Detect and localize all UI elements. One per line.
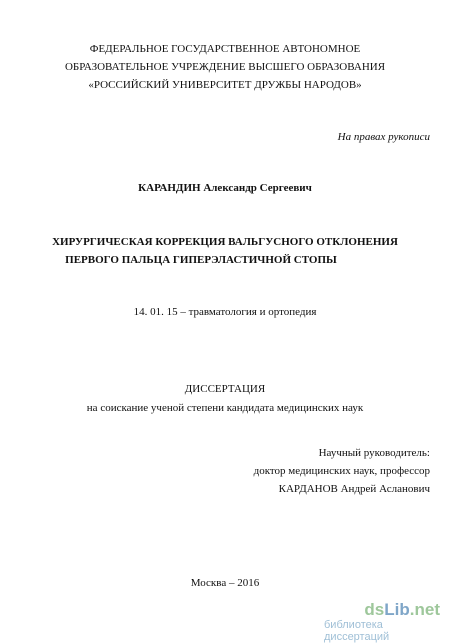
supervisor-title: доктор медицинских наук, профессор — [253, 465, 430, 477]
supervisor-name: КАРДАНОВ Андрей Асланович — [278, 483, 430, 495]
title-line-1: ХИРУРГИЧЕСКАЯ КОРРЕКЦИЯ ВАЛЬГУСНОГО ОТКЛОНЕНИЯ — [52, 236, 398, 248]
supervisor-label: Научный руководитель: — [318, 447, 430, 459]
watermark-subtitle: библиотека диссертаций — [324, 619, 390, 643]
watermark — [324, 600, 442, 643]
header-line-1: ФЕДЕРАЛЬНОЕ ГОСУДАРСТВЕННОЕ АВТОНОМНОЕ — [89, 43, 361, 55]
specialty-code: 14. 01. 15 – травматология и ортопедия — [133, 306, 317, 318]
author-name: КАРАНДИН Александр Сергеевич — [138, 182, 312, 194]
title-line-2: ПЕРВОГО ПАЛЬЦА ГИПЕРЭЛАСТИЧНОЙ СТОПЫ — [65, 254, 337, 266]
city-year: Москва – 2016 — [190, 577, 260, 589]
degree-line: на соискание ученой степени кандидата медицинских наук — [86, 402, 364, 414]
header-line-3: «РОССИЙСКИЙ УНИВЕРСИТЕТ ДРУЖБЫ НАРОДОВ» — [88, 79, 362, 91]
document-type: ДИССЕРТАЦИЯ — [184, 383, 266, 395]
watermark-logo: dsLib.net — [364, 600, 440, 619]
header-line-2: ОБРАЗОВАТЕЛЬНОЕ УЧРЕЖДЕНИЕ ВЫСШЕГО ОБРАЗОВАНИЯ — [64, 61, 386, 73]
rights-note: На правах рукописи — [337, 131, 430, 143]
